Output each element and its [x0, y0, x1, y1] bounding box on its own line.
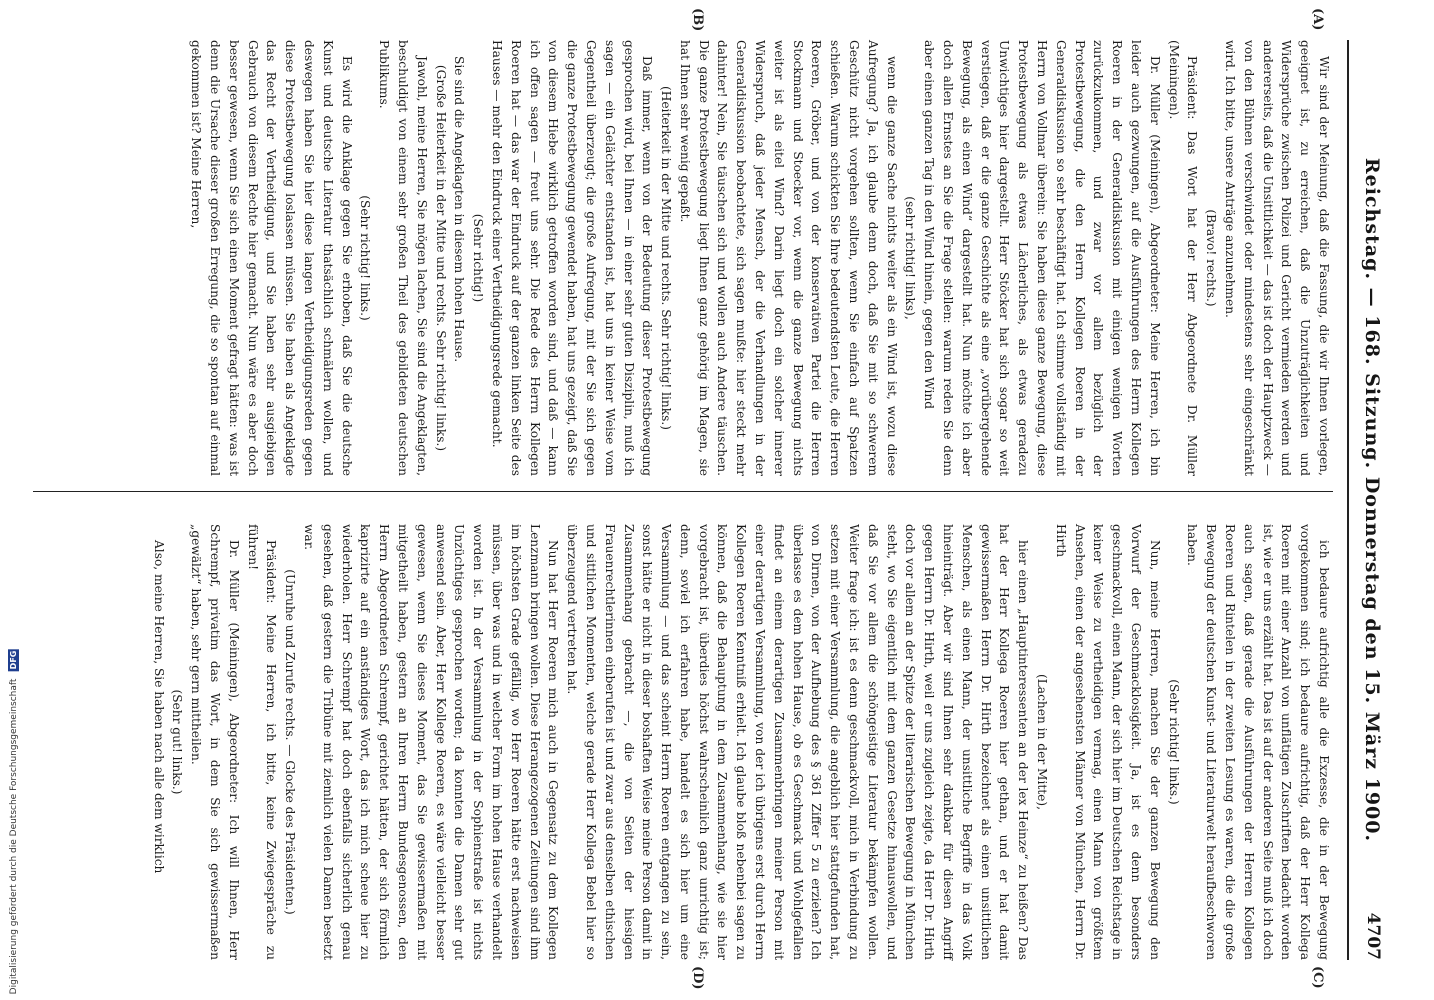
paragraph: ich bedaure aufrichtig alle die Exzesse, die in der Bewegung vorgekommen sind; ich bedaure aufrichtig, daß der Herr Kollega Roeren mit einer Anzahl von unflätigen Zuschriften bedacht worden ist, wie er uns erzählt hat. Das ist auf der anderen Seite muß ich doch auch sagen, daß gerade die Ausführungen der Herren Kollegen Roeren und Rintelen in der zweiten Lesung es waren, die die große Bewegung der deutschen Kunst- und Literaturwelt heraufbeschworen haben.: [1185, 524, 1331, 960]
paragraph: wenn die ganze Sache nichts weiter als ein Wind ist, wozu diese Aufregung? Ja, ich glaube denn doch, daß Sie mit so schwerem Geschütz nicht vorgehen sollten, wenn Sie einfach auf Spatzen schießen. Warum schickten Sie Ihre bedeutendsten Leute, die Herren Roeren, Gröber, und von der konservativen Partei die Herren Stockmann und Stoecker vor, wenn die ganze Bewegung nichts weiter ist als eitel Wind? Darin liegt doch ein solcher innerer Widerspruch, daß jeder Mensch, der die Verhandlungen in der Generaldiskussion beobachtete, sich sagen mußte: hier steckt mehr dahinter! Nein, Sie täuschen sich und wollen auch Andere täuschen. Die ganze Protestbewegung liegt Ihnen ganz gehörig im Magen, sie hat Ihnen sehr wenig gepaßt.: [677, 40, 899, 476]
paragraph: Also, meine Herren, Sie haben nach alle dem wirklich: [151, 540, 166, 874]
page-number: 4707: [1363, 912, 1383, 960]
paragraph: Nun, meine Herren, machen Sie der ganzen Bewegung den Vorwurf der Geschmacklosigkeit. Ja, ist es denn besonders geschmackvoll, einen Mann, der sich hier im Deutschen Reichstage in keiner Weise zu vertheidigen vermag, einen Mann von größtem Ansehen, einen der angesehensten Männer von München, Herrn Dr. Hirth: [1053, 524, 1162, 960]
parliamentary-interjection: (Sehr gut! links.): [170, 689, 185, 795]
parliamentary-interjection: (Sehr richtig! links.): [358, 195, 373, 321]
parliamentary-interjection: (sehr richtig! links),: [903, 196, 918, 320]
margin-marker-b: (B): [690, 8, 705, 32]
margin-marker-d: (D): [690, 966, 705, 990]
margin-marker-a: (A): [1310, 8, 1325, 31]
running-title: Reichstag. — 168. Sitzung. Donnerstag den 15. März 1900.: [1361, 157, 1383, 843]
paragraph: Nun hat Herr Roeren mich auch in Gegensatz zu dem Kollegen Lenzmann bringen wollen. Diese Herangezogenen Zeitungen sind ihm im höchsten Grade gefällig, wo Herr Roeren hätte erst nachweisen müssen, über was und in welcher Form im hohen Hause verhandelt worden ist. In der Versammlung in der Sophienstraße ist nichts Unzüchtiges gesprochen worden; da konnten die Damen sehr gut anwesend sein. Aber, Herr Kollege Roeren, es wäre vielleicht besser gewesen, wenn Sie dieses Moment, das Sie gewissermaßen mit mitgetheilt haben, gestern an Ihren Herrn Bundesgenossen, den Herrn Abgeordneten Schrempf, gerichtet hätten, der sich förmlich kaprizirte auf ein anständiges Wort, das ich mich scheue hier zu wiederholen. Herr Schrempf hat doch ebenfalls sicherlich genau gesehen, daß gestern die Tribüne mit ziemlich vielen Damen besetzt war.: [301, 524, 561, 960]
paragraph: Jawohl, meine Herren, Sie mögen lachen, Sie sind die Angeklagten, beschuldigt von einem sehr großen Theil des gebildeten deutschen Publikums.: [377, 40, 429, 476]
digitization-credit: [8, 649, 19, 994]
paragraph: hier einen „Hauptinteressenten an der lex Heinze“ zu heißen? Das hat der Herr Kollega Roeren hier gethan, und er hat damit gewissermaßen Herrn Dr. Hirth bezeichnet als einen unsittlichen Menschen, als einen Mann, der unsittliche Begriffe in das Volk hineinträgt. Aber wir sind Ihnen sehr dankbar für diesen Angriff gegen Herrn Dr. Hirth, weil er uns zugleich zeigte, da Herr Dr. Hirth doch vor allem an der Spitze der literarischen Bewegung in München steht, wo Sie eigentlich mit dem ganzen Gesetze hinauswollen, und daß Sie vor allem die schöngeistige Literatur bekämpfen wollen. Weiter frage ich: ist es denn geschmackvoll, mich in Verbindung zu setzen mit einer Versammlung, die angeblich hier stattgefunden hat, von Dirnen, von der Aufhebung des § 361 Ziffer 5 zu erzielen? Ich überlasse es dem hohen Hause, ob es Geschmack und Wohlgefallen findet an einem derartigen Zusammenbringen meiner Person mit einer derartigen Versammlung, von der ich übrigens erst durch Herrn Kollegen Roeren Kenntniß erhielt. Ich glaube bloß nebenbei sagen zu können, daß die Behauptung in dem Zusammenhang, wie sie hier vorgebracht ist, überdies höchst wahrscheinlich ganz unrichtig ist; denn, soviel ich erfahren habe, handelt es sich hier um eine Versammlung — und das scheint Herrn Roeren entgangen zu sein, sonst hätte er nicht in dieser boshaften Weise meine Person damit in Zusammenhang gebracht —, die von Seiten der hiesigen Frauenrechtlerinnen einberufen ist und zwar aus denselben ethischen und sittlichen Momenten, welche gerade Herr Kollega Bebel hier so überzeugend vertreten hat.: [565, 524, 1031, 960]
page-header: [1347, 40, 1389, 960]
credit-text: Digitalisierung gefördert durch die Deutsche Forschungsgemeinschaft: [9, 678, 19, 994]
parliamentary-interjection: (Sehr richtig!): [471, 213, 486, 303]
parliamentary-interjection: (Unruhe und Zurufe rechts. — Glocke des Präsidenten.): [283, 569, 298, 915]
dfg-logo: DFG: [9, 650, 18, 670]
parliamentary-interjection: (Große Heiterkeit in der Mitte und rechts. Sehr richtig! links.): [433, 64, 448, 452]
paragraph: Dr. Müller (Meiningen), Abgeordneter: Meine Herren, ich bin leider auch gezwungen, auf die Ausführungen des Herrn Kollegen Roeren in der Generaldiskussion mit einigen wenigen Worten zurückzukommen, und zwar vor allem bezüglich der Protestbewegung, die den Herrn Kollegen Roeren in der Generaldiskussion so sehr beschäftigt hat. Ich stimme vollständig mit Herrn von Vollmar überein: Sie haben diese ganze Bewegung, diese Protestbewegung als etwas Lächerliches, als etwas geradezu Unwichtiges hier dargestellt. Herr Stöcker hat sich sogar so weit verstiegen, daß er die ganze Geschichte als eine „vorübergehende Bewegung, als einen Wind“ dargestellt hat. Nun möchte ich aber doch allen Ernstes an Sie die Frage stellen: warum reden Sie denn aber einen ganzen Tag in den Wind hinein, gegen den Wind: [922, 40, 1162, 476]
paragraph: Präsident: Das Wort hat der Herr Abgeordnete Dr. Müller (Meiningen).: [1166, 40, 1200, 476]
column-divider: [33, 491, 1333, 492]
paragraph: Sie sind die Angeklagten in diesem hohen Hause.: [452, 56, 467, 363]
parliamentary-interjection: (Sehr richtig! links.): [1166, 679, 1181, 805]
parliamentary-interjection: (Heiterkeit in der Mitte und rechts. Sehr richtig! links.): [659, 85, 674, 431]
text-column-right: [149, 524, 1333, 960]
paragraph: Präsident: Meine Herren, ich bitte, keine Zwiegespräche zu führen!: [245, 524, 279, 960]
paragraph: Dr. Müller (Meiningen), Abgeordneter: Ich will Ihnen, Herr Schrempf, privatim das Wort, in dem Sie sich gewissermaßen „gewälzt“ haben, sehr gern mittheilen.: [189, 524, 241, 960]
margin-marker-c: (C): [1310, 966, 1325, 989]
text-column-left: [186, 40, 1333, 476]
paragraph: Wir sind der Meinung, daß die Fassung, die wir Ihnen vorlegen, geeignet ist, zu erreichen, daß die Unzuträglichkeiten und Widersprüche zwischen Polizei und Gericht vermieden werden und andererseits, daß die Unsittlichkeit — das ist doch der Hauptzweck — von den Bühnen verschwindet oder mindestens sehr eingeschränkt wird. Ich bitte, unsere Anträge anzunehmen.: [1223, 40, 1331, 476]
parliamentary-interjection: (Bravo! rechts.): [1204, 209, 1219, 307]
paragraph: Daß immer, wenn von der Bedeutung dieser Protestbewegung gesprochen wird, bei Ihnen — in einer sehr guten Disziplin, muß ich sagen — ein Gelächter entstanden ist, hat uns in keiner Weise vom Gegentheil überzeugt; die große Aufregung, mit der Sie sich gegen die ganze Protestbewegung gewendet haben, hat uns gezeigt, daß Sie von diesem Hiebe wirklich getroffen worden sind, und daß — kann ich offen sagen — freut uns sehr. Die Rede des Herrn Kollegen Roeren hat — das war der Eindruck auf der ganzen linken Seite des Hauses — mehr den Eindruck einer Vertheidigungsrede gemacht.: [489, 40, 655, 476]
parliamentary-interjection: (Lachen in der Mitte),: [1035, 673, 1050, 811]
paragraph: Es wird die Anklage gegen Sie erhoben, daß Sie die deutsche Kunst und deutsche Literatur thatsächlich schmälern wollen, und deswegen haben Sie hier diese langen Vertheidigungsreden gegen diese Protestbewegung loslassen müssen. Sie haben als Angeklagte das Recht der Vertheidigung, und Sie haben sehr ausgiebigen Gebrauch von diesem Rechte hier gemacht. Nun wäre es aber doch besser gewesen, wenn Sie sich einen Moment gefragt hätten: was ist denn die Ursache dieser großen Erregung, die so spontan auf einmal gekommen ist? Meine Herren,: [189, 40, 354, 476]
